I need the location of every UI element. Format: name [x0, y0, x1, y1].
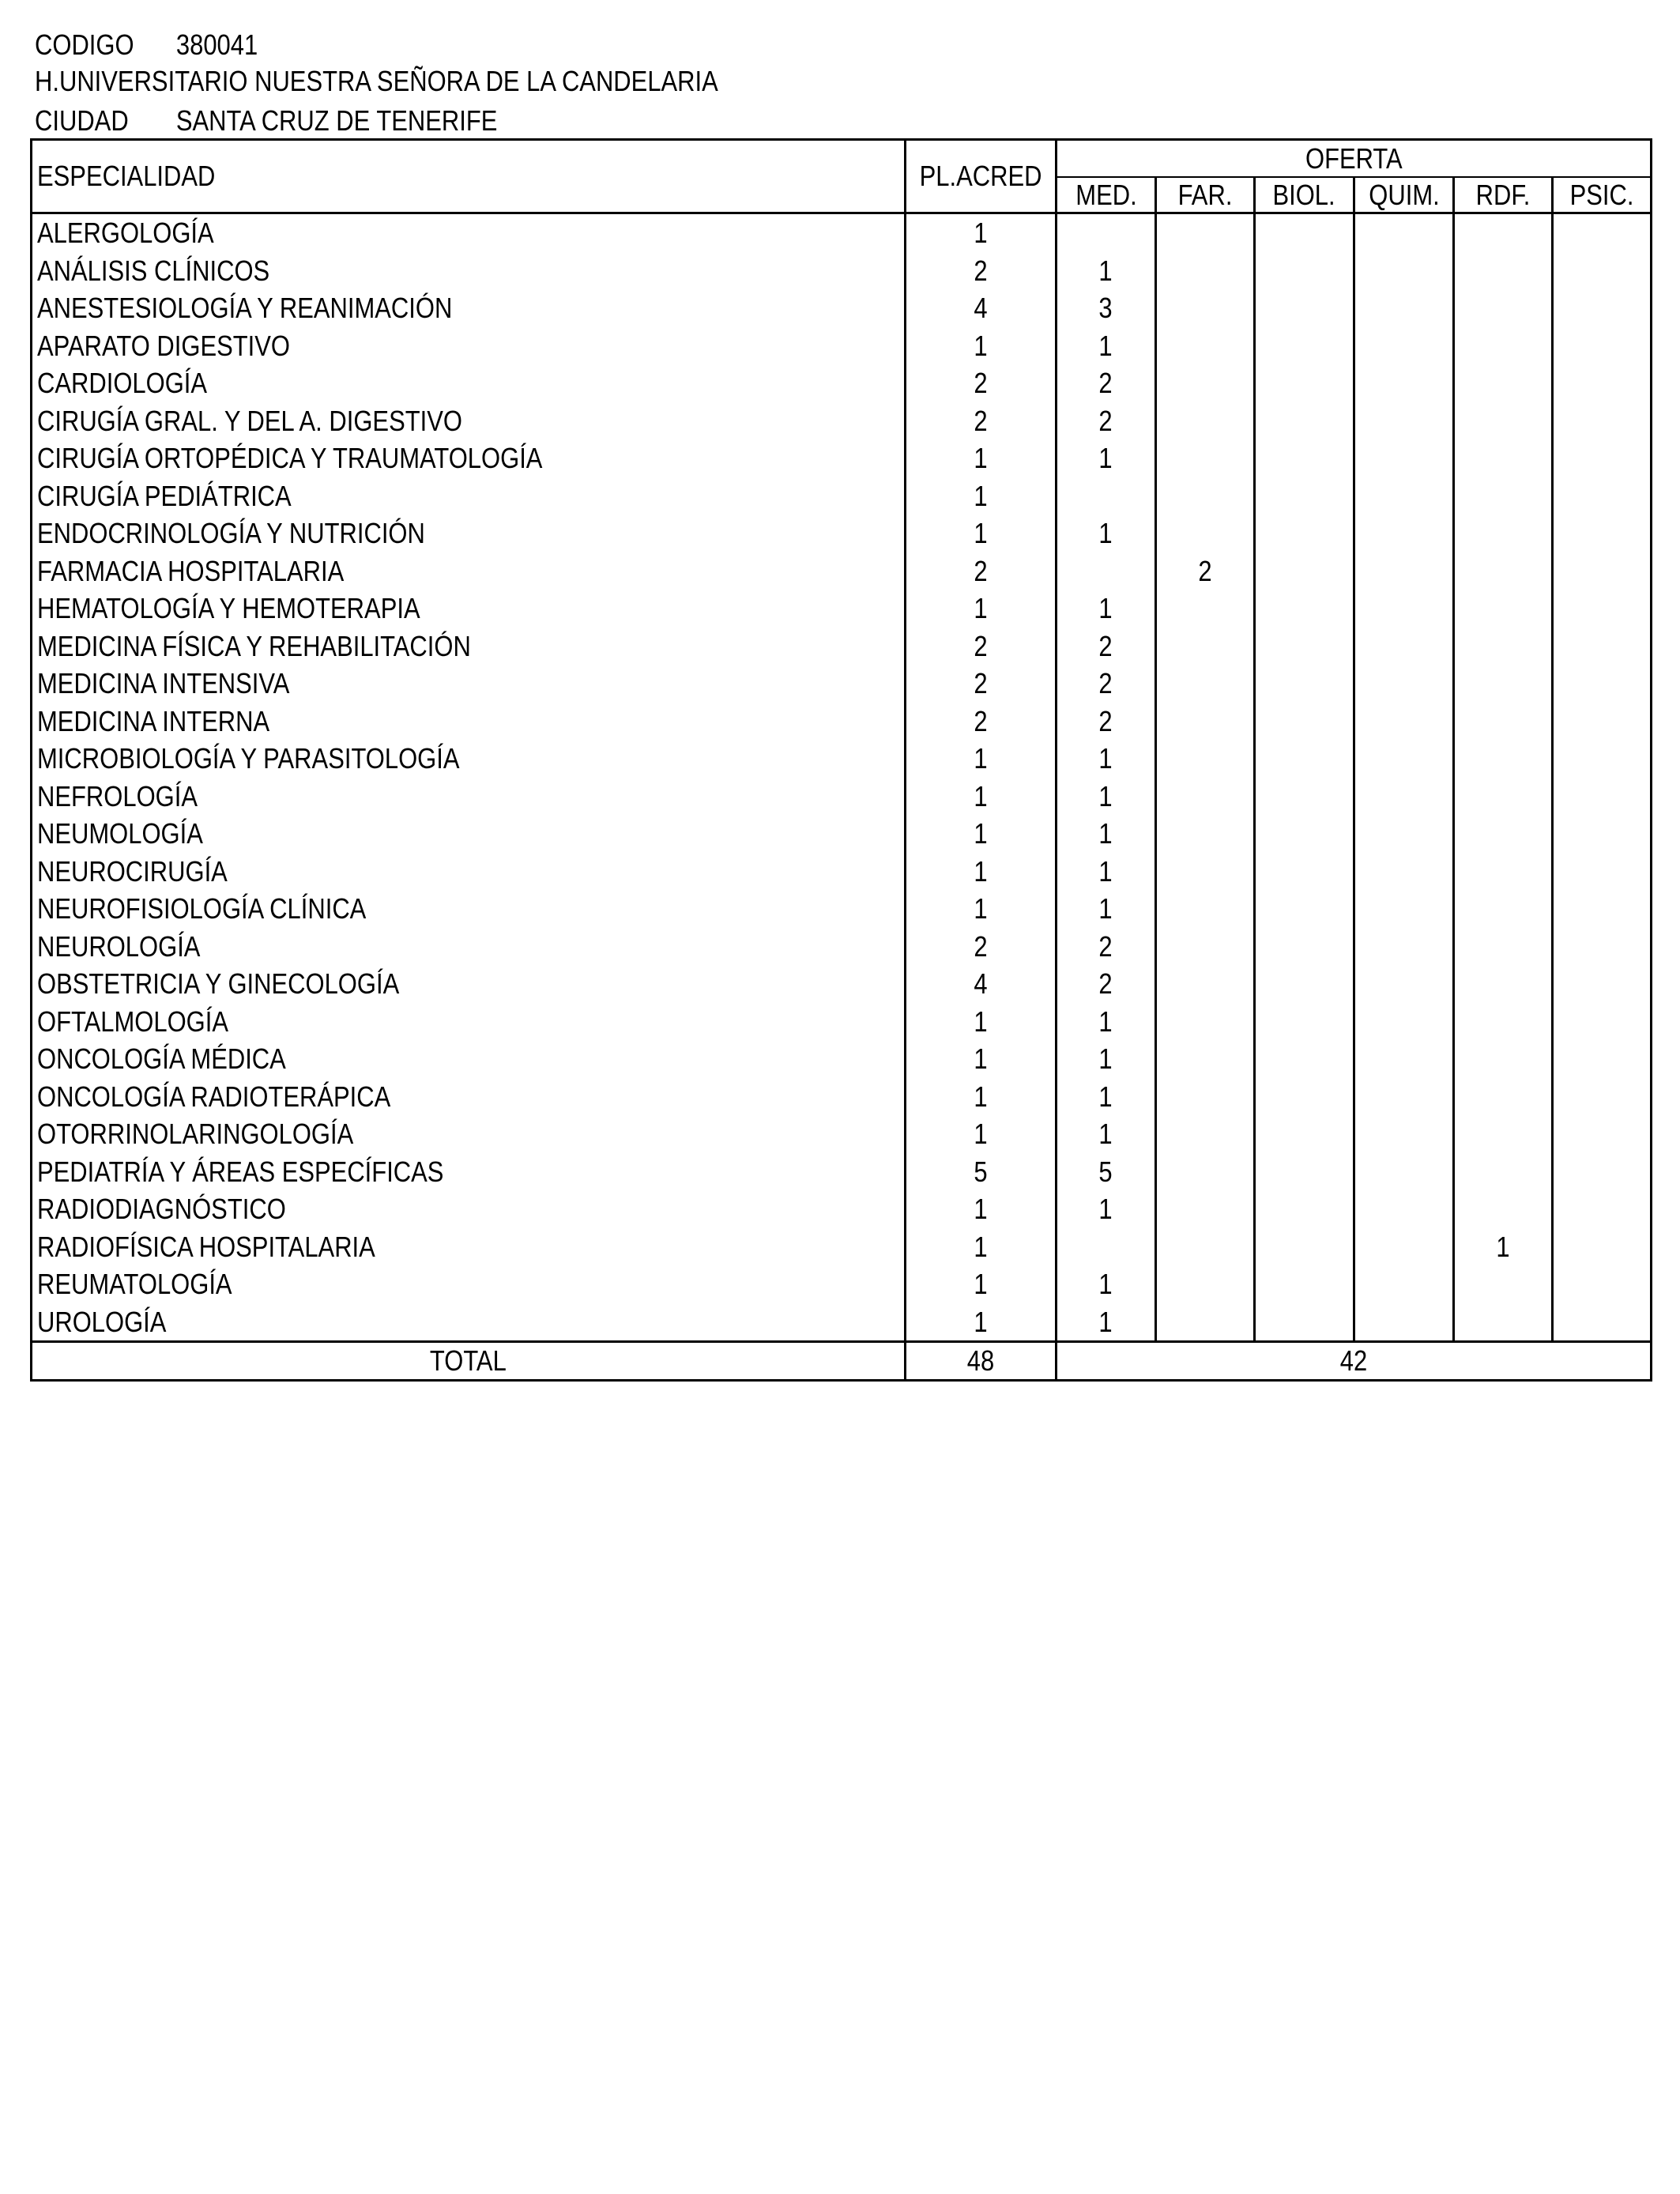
- cell-rdf: [1454, 965, 1553, 1003]
- cell-med: 2: [1057, 628, 1156, 665]
- cell-med: 2: [1057, 665, 1156, 703]
- cell-placred: 1: [906, 778, 1057, 816]
- cell-far: [1156, 853, 1255, 891]
- cell-med: 1: [1057, 1078, 1156, 1116]
- cell-quim: [1354, 552, 1454, 590]
- table-row: [32, 439, 1652, 477]
- table-row: [32, 965, 1652, 1003]
- cell-rdf: [1454, 1115, 1553, 1153]
- cell-med: 1: [1057, 740, 1156, 778]
- cell-far: [1156, 439, 1255, 477]
- col-header-placred: PL.ACRED: [906, 140, 1057, 213]
- cell-psic: [1553, 327, 1652, 365]
- cell-especialidad: NEUROLOGÍA: [32, 928, 906, 966]
- cell-far: [1156, 1265, 1255, 1303]
- cell-placred: 1: [906, 1303, 1057, 1342]
- cell-psic: [1553, 1228, 1652, 1266]
- cell-placred: 5: [906, 1153, 1057, 1191]
- cell-far: [1156, 703, 1255, 741]
- cell-especialidad: CARDIOLOGÍA: [32, 364, 906, 402]
- cell-rdf: [1454, 1190, 1553, 1228]
- table-row: [32, 1153, 1652, 1191]
- cell-far: [1156, 928, 1255, 966]
- cell-psic: [1553, 628, 1652, 665]
- cell-psic: [1553, 778, 1652, 816]
- cell-far: [1156, 1153, 1255, 1191]
- cell-med: 1: [1057, 1040, 1156, 1078]
- codigo-label: CODIGO: [35, 28, 134, 61]
- cell-placred: 1: [906, 740, 1057, 778]
- cell-quim: [1354, 1265, 1454, 1303]
- cell-biol: [1255, 552, 1354, 590]
- table-row: [32, 252, 1652, 290]
- cell-especialidad: CIRUGÍA ORTOPÉDICA Y TRAUMATOLOGÍA: [32, 439, 906, 477]
- cell-especialidad: CIRUGÍA GRAL. Y DEL A. DIGESTIVO: [32, 402, 906, 440]
- cell-especialidad: OFTALMOLOGÍA: [32, 1003, 906, 1041]
- cell-med: 1: [1057, 815, 1156, 853]
- cell-psic: [1553, 1003, 1652, 1041]
- cell-placred: 2: [906, 364, 1057, 402]
- cell-biol: [1255, 213, 1354, 252]
- table-row: [32, 665, 1652, 703]
- codigo-line: [35, 27, 258, 63]
- table-row: [32, 1003, 1652, 1041]
- cell-med: 2: [1057, 402, 1156, 440]
- cell-especialidad: CIRUGÍA PEDIÁTRICA: [32, 477, 906, 515]
- cell-quim: [1354, 252, 1454, 290]
- col-header-quim: QUIM.: [1354, 177, 1454, 213]
- ciudad-label: CIUDAD: [35, 104, 129, 137]
- cell-biol: [1255, 1040, 1354, 1078]
- cell-quim: [1354, 965, 1454, 1003]
- cell-biol: [1255, 252, 1354, 290]
- table-row: [32, 778, 1652, 816]
- cell-placred: 1: [906, 815, 1057, 853]
- cell-rdf: [1454, 477, 1553, 515]
- cell-biol: [1255, 1078, 1354, 1116]
- cell-far: [1156, 364, 1255, 402]
- cell-quim: [1354, 213, 1454, 252]
- cell-psic: [1553, 1040, 1652, 1078]
- cell-especialidad: PEDIATRÍA Y ÁREAS ESPECÍFICAS: [32, 1153, 906, 1191]
- table-row: [32, 515, 1652, 552]
- cell-far: [1156, 815, 1255, 853]
- table-row: [32, 327, 1652, 365]
- cell-psic: [1553, 1303, 1652, 1342]
- cell-biol: [1255, 890, 1354, 928]
- cell-quim: [1354, 928, 1454, 966]
- cell-biol: [1255, 815, 1354, 853]
- cell-rdf: [1454, 853, 1553, 891]
- cell-psic: [1553, 364, 1652, 402]
- table-row: [32, 1265, 1652, 1303]
- cell-biol: [1255, 289, 1354, 327]
- cell-quim: [1354, 740, 1454, 778]
- cell-placred: 1: [906, 890, 1057, 928]
- cell-rdf: [1454, 552, 1553, 590]
- cell-far: [1156, 477, 1255, 515]
- table-row: [32, 628, 1652, 665]
- cell-med: [1057, 477, 1156, 515]
- cell-far: [1156, 327, 1255, 365]
- col-header-especialidad: ESPECIALIDAD: [32, 140, 906, 213]
- cell-med: 1: [1057, 252, 1156, 290]
- cell-rdf: [1454, 928, 1553, 966]
- cell-rdf: [1454, 778, 1553, 816]
- cell-far: [1156, 289, 1255, 327]
- cell-med: [1057, 1228, 1156, 1266]
- col-header-rdf: RDF.: [1454, 177, 1553, 213]
- table-footer: [32, 1342, 1652, 1381]
- cell-far: [1156, 1303, 1255, 1342]
- cell-especialidad: MEDICINA FÍSICA Y REHABILITACIÓN: [32, 628, 906, 665]
- cell-med: [1057, 552, 1156, 590]
- cell-quim: [1354, 1303, 1454, 1342]
- cell-placred: 1: [906, 1265, 1057, 1303]
- cell-rdf: [1454, 252, 1553, 290]
- cell-quim: [1354, 703, 1454, 741]
- cell-psic: [1553, 815, 1652, 853]
- hospital-name: H.UNIVERSITARIO NUESTRA SEÑORA DE LA CANDELARIA: [35, 65, 718, 97]
- cell-biol: [1255, 853, 1354, 891]
- cell-especialidad: RADIODIAGNÓSTICO: [32, 1190, 906, 1228]
- table-row: [32, 552, 1652, 590]
- cell-rdf: [1454, 1153, 1553, 1191]
- cell-med: 5: [1057, 1153, 1156, 1191]
- cell-med: 1: [1057, 1303, 1156, 1342]
- cell-far: [1156, 665, 1255, 703]
- cell-med: 2: [1057, 928, 1156, 966]
- cell-quim: [1354, 1228, 1454, 1266]
- table-row: [32, 1078, 1652, 1116]
- cell-biol: [1255, 439, 1354, 477]
- total-placred: 48: [906, 1342, 1057, 1381]
- cell-placred: 4: [906, 965, 1057, 1003]
- cell-rdf: [1454, 439, 1553, 477]
- cell-psic: [1553, 703, 1652, 741]
- cell-med: 1: [1057, 327, 1156, 365]
- cell-placred: 2: [906, 665, 1057, 703]
- cell-placred: 2: [906, 628, 1057, 665]
- cell-placred: 1: [906, 1078, 1057, 1116]
- cell-especialidad: FARMACIA HOSPITALARIA: [32, 552, 906, 590]
- cell-med: 1: [1057, 1115, 1156, 1153]
- cell-especialidad: ONCOLOGÍA RADIOTERÁPICA: [32, 1078, 906, 1116]
- col-header-psic: PSIC.: [1553, 177, 1652, 213]
- cell-placred: 1: [906, 1228, 1057, 1266]
- cell-rdf: [1454, 890, 1553, 928]
- cell-med: 3: [1057, 289, 1156, 327]
- cell-med: 1: [1057, 439, 1156, 477]
- cell-especialidad: OBSTETRICIA Y GINECOLOGÍA: [32, 965, 906, 1003]
- cell-psic: [1553, 515, 1652, 552]
- cell-far: [1156, 628, 1255, 665]
- table-row: [32, 402, 1652, 440]
- table-row: [32, 1228, 1652, 1266]
- ciudad-value: SANTA CRUZ DE TENERIFE: [175, 104, 498, 137]
- cell-rdf: [1454, 515, 1553, 552]
- cell-placred: 4: [906, 289, 1057, 327]
- col-header-biol: BIOL.: [1255, 177, 1354, 213]
- cell-far: [1156, 740, 1255, 778]
- cell-biol: [1255, 1153, 1354, 1191]
- cell-rdf: [1454, 815, 1553, 853]
- table-row: [32, 1040, 1652, 1078]
- cell-psic: [1553, 590, 1652, 628]
- cell-psic: [1553, 1115, 1652, 1153]
- cell-rdf: [1454, 628, 1553, 665]
- cell-quim: [1354, 402, 1454, 440]
- table-row: [32, 1190, 1652, 1228]
- cell-especialidad: ENDOCRINOLOGÍA Y NUTRICIÓN: [32, 515, 906, 552]
- cell-biol: [1255, 1265, 1354, 1303]
- table-row: [32, 477, 1652, 515]
- cell-psic: [1553, 477, 1652, 515]
- cell-biol: [1255, 402, 1354, 440]
- cell-rdf: [1454, 665, 1553, 703]
- cell-biol: [1255, 665, 1354, 703]
- cell-rdf: [1454, 1003, 1553, 1041]
- cell-especialidad: ALERGOLOGÍA: [32, 213, 906, 252]
- cell-especialidad: ONCOLOGÍA MÉDICA: [32, 1040, 906, 1078]
- cell-rdf: [1454, 740, 1553, 778]
- cell-especialidad: RADIOFÍSICA HOSPITALARIA: [32, 1228, 906, 1266]
- cell-biol: [1255, 1228, 1354, 1266]
- cell-especialidad: UROLOGÍA: [32, 1303, 906, 1342]
- cell-quim: [1354, 327, 1454, 365]
- table-row: [32, 289, 1652, 327]
- cell-psic: [1553, 252, 1652, 290]
- cell-biol: [1255, 703, 1354, 741]
- cell-rdf: 1: [1454, 1228, 1553, 1266]
- cell-quim: [1354, 1003, 1454, 1041]
- cell-psic: [1553, 439, 1652, 477]
- cell-quim: [1354, 1190, 1454, 1228]
- cell-placred: 1: [906, 1115, 1057, 1153]
- cell-rdf: [1454, 327, 1553, 365]
- col-header-oferta: OFERTA: [1057, 140, 1652, 178]
- cell-far: [1156, 402, 1255, 440]
- cell-biol: [1255, 364, 1354, 402]
- cell-med: [1057, 213, 1156, 252]
- cell-biol: [1255, 965, 1354, 1003]
- cell-especialidad: REUMATOLOGÍA: [32, 1265, 906, 1303]
- cell-especialidad: HEMATOLOGÍA Y HEMOTERAPIA: [32, 590, 906, 628]
- cell-psic: [1553, 928, 1652, 966]
- cell-psic: [1553, 552, 1652, 590]
- cell-especialidad: NEUROFISIOLOGÍA CLÍNICA: [32, 890, 906, 928]
- cell-med: 1: [1057, 890, 1156, 928]
- cell-biol: [1255, 778, 1354, 816]
- table-row: [32, 853, 1652, 891]
- cell-biol: [1255, 928, 1354, 966]
- cell-far: [1156, 1040, 1255, 1078]
- cell-biol: [1255, 1003, 1354, 1041]
- cell-quim: [1354, 1078, 1454, 1116]
- cell-quim: [1354, 477, 1454, 515]
- cell-med: 2: [1057, 364, 1156, 402]
- cell-far: [1156, 1003, 1255, 1041]
- cell-biol: [1255, 1303, 1354, 1342]
- cell-psic: [1553, 1190, 1652, 1228]
- cell-quim: [1354, 364, 1454, 402]
- cell-psic: [1553, 402, 1652, 440]
- cell-placred: 1: [906, 853, 1057, 891]
- cell-far: [1156, 213, 1255, 252]
- col-header-med: MED.: [1057, 177, 1156, 213]
- cell-psic: [1553, 1153, 1652, 1191]
- cell-med: 1: [1057, 853, 1156, 891]
- cell-far: [1156, 252, 1255, 290]
- cell-biol: [1255, 628, 1354, 665]
- cell-far: [1156, 1228, 1255, 1266]
- cell-far: [1156, 890, 1255, 928]
- cell-especialidad: ANESTESIOLOGÍA Y REANIMACIÓN: [32, 289, 906, 327]
- total-oferta: 42: [1057, 1342, 1652, 1381]
- cell-biol: [1255, 1190, 1354, 1228]
- cell-placred: 1: [906, 515, 1057, 552]
- cell-placred: 1: [906, 1003, 1057, 1041]
- cell-med: 1: [1057, 1003, 1156, 1041]
- cell-biol: [1255, 327, 1354, 365]
- table-body: [32, 213, 1652, 1342]
- cell-med: 1: [1057, 1190, 1156, 1228]
- cell-quim: [1354, 590, 1454, 628]
- cell-quim: [1354, 665, 1454, 703]
- cell-quim: [1354, 1153, 1454, 1191]
- cell-psic: [1553, 965, 1652, 1003]
- cell-quim: [1354, 853, 1454, 891]
- cell-far: [1156, 1190, 1255, 1228]
- cell-med: 1: [1057, 1265, 1156, 1303]
- cell-psic: [1553, 740, 1652, 778]
- cell-quim: [1354, 628, 1454, 665]
- cell-especialidad: MEDICINA INTENSIVA: [32, 665, 906, 703]
- cell-placred: 1: [906, 327, 1057, 365]
- cell-far: 2: [1156, 552, 1255, 590]
- cell-psic: [1553, 289, 1652, 327]
- cell-psic: [1553, 1078, 1652, 1116]
- cell-quim: [1354, 890, 1454, 928]
- cell-quim: [1354, 815, 1454, 853]
- col-header-far: FAR.: [1156, 177, 1255, 213]
- cell-placred: 2: [906, 703, 1057, 741]
- cell-especialidad: NEUROCIRUGÍA: [32, 853, 906, 891]
- cell-quim: [1354, 515, 1454, 552]
- cell-rdf: [1454, 1040, 1553, 1078]
- cell-rdf: [1454, 1265, 1553, 1303]
- cell-quim: [1354, 439, 1454, 477]
- cell-rdf: [1454, 213, 1553, 252]
- cell-biol: [1255, 590, 1354, 628]
- cell-rdf: [1454, 703, 1553, 741]
- cell-quim: [1354, 1115, 1454, 1153]
- cell-far: [1156, 1078, 1255, 1116]
- cell-med: 1: [1057, 590, 1156, 628]
- cell-especialidad: MEDICINA INTERNA: [32, 703, 906, 741]
- cell-especialidad: MICROBIOLOGÍA Y PARASITOLOGÍA: [32, 740, 906, 778]
- table-row: [32, 213, 1652, 252]
- cell-psic: [1553, 665, 1652, 703]
- cell-rdf: [1454, 364, 1553, 402]
- cell-placred: 2: [906, 928, 1057, 966]
- cell-med: 2: [1057, 965, 1156, 1003]
- total-label: TOTAL: [32, 1342, 906, 1381]
- cell-rdf: [1454, 590, 1553, 628]
- cell-med: 1: [1057, 778, 1156, 816]
- cell-rdf: [1454, 1303, 1553, 1342]
- table-row: [32, 1303, 1652, 1342]
- cell-rdf: [1454, 402, 1553, 440]
- table-row: [32, 1115, 1652, 1153]
- cell-med: 1: [1057, 515, 1156, 552]
- cell-biol: [1255, 740, 1354, 778]
- cell-far: [1156, 590, 1255, 628]
- table-row: [32, 815, 1652, 853]
- cell-especialidad: ANÁLISIS CLÍNICOS: [32, 252, 906, 290]
- table-row: [32, 928, 1652, 966]
- cell-especialidad: APARATO DIGESTIVO: [32, 327, 906, 365]
- codigo-value: 380041: [175, 28, 258, 61]
- cell-especialidad: NEUMOLOGÍA: [32, 815, 906, 853]
- cell-psic: [1553, 1265, 1652, 1303]
- ciudad-line: [35, 103, 497, 139]
- cell-placred: 2: [906, 252, 1057, 290]
- cell-far: [1156, 1115, 1255, 1153]
- cell-placred: 1: [906, 213, 1057, 252]
- table-row: [32, 740, 1652, 778]
- cell-especialidad: NEFROLOGÍA: [32, 778, 906, 816]
- specialties-table: [30, 138, 1652, 1382]
- cell-placred: 1: [906, 1040, 1057, 1078]
- cell-especialidad: OTORRINOLARINGOLOGÍA: [32, 1115, 906, 1153]
- cell-placred: 1: [906, 477, 1057, 515]
- cell-placred: 1: [906, 1190, 1057, 1228]
- cell-far: [1156, 515, 1255, 552]
- table-row: [32, 364, 1652, 402]
- cell-quim: [1354, 289, 1454, 327]
- cell-biol: [1255, 1115, 1354, 1153]
- cell-psic: [1553, 890, 1652, 928]
- cell-biol: [1255, 515, 1354, 552]
- cell-rdf: [1454, 289, 1553, 327]
- table-row: [32, 703, 1652, 741]
- table-row: [32, 590, 1652, 628]
- cell-med: 2: [1057, 703, 1156, 741]
- cell-biol: [1255, 477, 1354, 515]
- cell-far: [1156, 965, 1255, 1003]
- cell-placred: 2: [906, 552, 1057, 590]
- cell-placred: 2: [906, 402, 1057, 440]
- cell-placred: 1: [906, 590, 1057, 628]
- cell-placred: 1: [906, 439, 1057, 477]
- table-header: [32, 140, 1652, 213]
- cell-psic: [1553, 213, 1652, 252]
- table-row: [32, 890, 1652, 928]
- cell-rdf: [1454, 1078, 1553, 1116]
- cell-quim: [1354, 778, 1454, 816]
- cell-far: [1156, 778, 1255, 816]
- cell-quim: [1354, 1040, 1454, 1078]
- cell-psic: [1553, 853, 1652, 891]
